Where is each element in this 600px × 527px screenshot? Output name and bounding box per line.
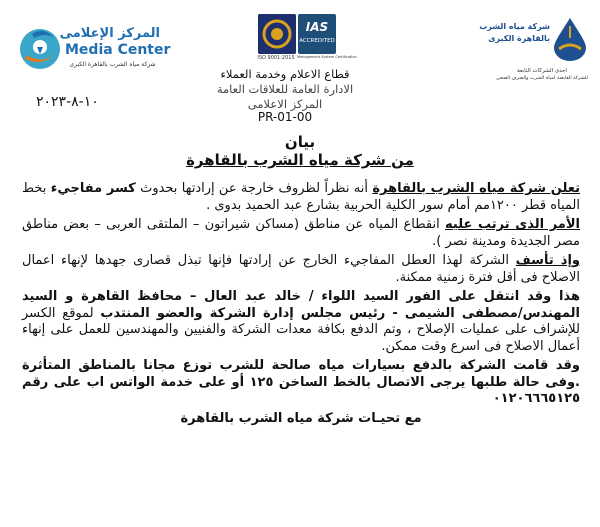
closing-greeting bbox=[22, 411, 580, 428]
paragraph-officials bbox=[22, 289, 580, 355]
company-logo-caption2: للشركة القابضة لمياه الشرب والصرف الصحى bbox=[495, 76, 589, 81]
water-trucks-text: وقد قامت الشركة بالدفع بسيارات مياه صالحة للشرب توزع مجانا بالمناطق المتأثرة .وفى حالة طلبها يرجى الاتصال بالخط الساخن ١٢٥ أو على خدمة الواتس اب على رقم ٠١٢٠٦٦٦٥١٢٥ bbox=[22, 358, 580, 406]
company-logo-line2: بالقاهرة الكبرى bbox=[488, 34, 550, 43]
iso-certification-logo bbox=[258, 14, 296, 54]
affected-areas-text: انقطاع المياه عن مناطق (مساكن شيراتون – الملتقى العربى – بعض مناطق مصر الجديدة ومدينة نصر ). bbox=[22, 217, 580, 249]
announcement-location: بخط المياه قطر ١٢٠٠مم أمام سور الكلية الحربية بشارع عبد الحميد بدوى . bbox=[22, 181, 580, 213]
iso-caption: ISO 9001:2015 bbox=[257, 55, 295, 61]
announcement-break-term: كسر مفاجيء bbox=[50, 181, 136, 196]
document-code: PR-01-00 bbox=[257, 110, 313, 124]
media-center-arabic-name: المركز الإعلامى bbox=[59, 26, 160, 41]
issue-date: ١٠-٨-٢٠٢٣ bbox=[36, 94, 99, 110]
company-logo-caption1: احدى الشركات التابعة bbox=[517, 68, 567, 74]
media-center-subtext: شركة مياه الشرب بالقاهرة الكبرى bbox=[69, 61, 156, 68]
company-logo bbox=[479, 16, 592, 96]
department-line-sector: قطاع الاعلام وخدمة العملاء bbox=[220, 67, 350, 81]
statement-title: بيان bbox=[284, 133, 316, 151]
officials-names: هذا وقد انتقل على الفور السيد اللواء / خالد عبد العال – محافظ القاهرة و السيد المهندس/مصطفى الشيمى - رئيس مجلس إدارة الشركة والعضو المنتدب bbox=[22, 289, 580, 321]
apology-text: الشركة لهذا العطل المفاجيء الخارج عن إرادتها فإنها تبذل قصارى جهدها لإنهاء اعمال الاصلاح فى أقل فترة زمنية ممكنة. bbox=[22, 253, 580, 285]
ias-sub-label: ACCREDITED bbox=[299, 38, 335, 44]
announcement-lead: تعلن شركة مياه الشرب بالقاهرة bbox=[372, 181, 581, 196]
department-line-admin: الادارة العامة للعلاقات العامة bbox=[216, 82, 354, 96]
apology-lead: وإذ تأسف bbox=[515, 253, 581, 268]
water-drop-emblem-icon bbox=[550, 16, 590, 62]
media-center-english-name: Media Center bbox=[65, 42, 171, 58]
company-logo-line1: شركة مياه الشرب bbox=[479, 22, 550, 31]
affected-areas-lead: الأمر الذى ترتب عليه bbox=[445, 217, 580, 232]
closing-text: مع تحيـات شركة مياه الشرب بالقاهرة bbox=[180, 410, 422, 426]
paragraph-announcement bbox=[22, 181, 580, 214]
ias-caption: Management System Certification bbox=[297, 55, 357, 59]
department-line-media-center: المركز الاعلامى bbox=[247, 97, 323, 111]
paragraph-water-trucks bbox=[22, 358, 580, 408]
paragraph-apology bbox=[22, 253, 580, 286]
paragraph-affected-areas bbox=[22, 217, 580, 250]
announcement-text: أنه نظراً لظروف خارجة عن إرادتها بحدوث bbox=[135, 181, 373, 196]
ias-accreditation-logo bbox=[298, 14, 336, 54]
iso-seal-icon bbox=[258, 14, 296, 54]
ias-label: IAS bbox=[305, 20, 329, 34]
statement-body bbox=[22, 181, 580, 430]
statement-subtitle: من شركة مياه الشرب بالقاهرة bbox=[186, 151, 414, 169]
officials-text: لموقع الكسر للإشراف على عمليات الإصلاح ، وتم الدفع بكافة معدات الشركة والفنيين والمهندسين للعمل على إنهاء أعمال الاصلاح فى اسرع وقت ممكن. bbox=[22, 305, 580, 354]
media-center-logo bbox=[10, 20, 171, 80]
